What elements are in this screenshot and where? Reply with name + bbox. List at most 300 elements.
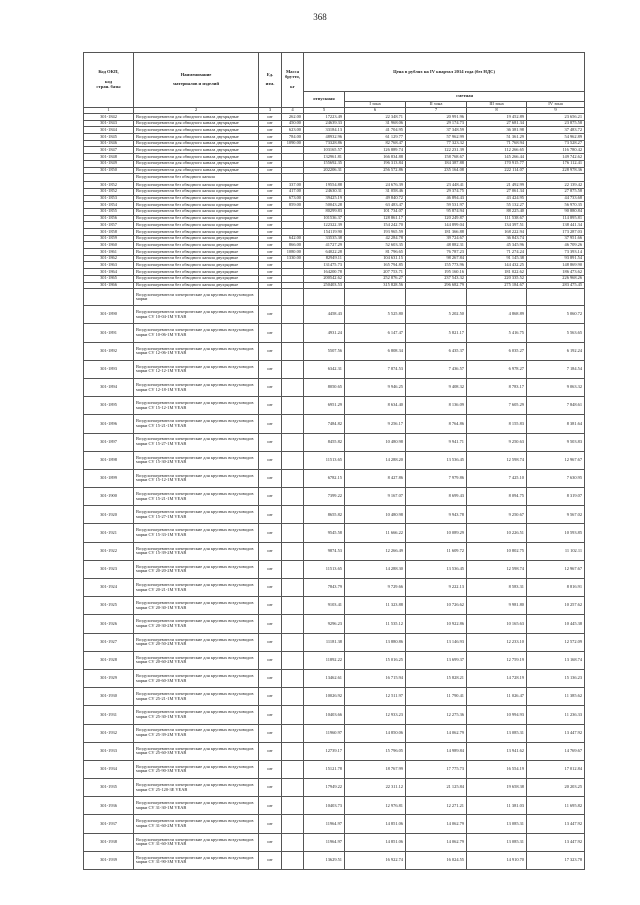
row-name: Воздухонагреватели для обводного канала двухрядные bbox=[134, 154, 259, 161]
row-zone-1: 22 311.12 bbox=[345, 779, 406, 797]
row-zone-3: 36 381.98 bbox=[467, 127, 527, 134]
row-mass bbox=[282, 262, 304, 269]
section-row bbox=[84, 174, 585, 182]
row-mass bbox=[282, 208, 304, 215]
row-zone-3: 27 681.34 bbox=[467, 120, 527, 127]
row-zone-3: 43 424.95 bbox=[467, 195, 527, 202]
row-zone-4: 7 630.95 bbox=[527, 469, 585, 487]
row-zone-3: 9 250.67 bbox=[467, 506, 527, 524]
row-name: Воздухонагреватели без обводного канала однорядные bbox=[134, 215, 259, 222]
row-zone-2: 195 160.16 bbox=[406, 269, 467, 276]
row-zone-3: 27 061.34 bbox=[467, 188, 527, 195]
row-name: Воздухонагреватели без обводного канала однорядные bbox=[134, 202, 259, 209]
table-row bbox=[84, 127, 585, 134]
row-zone-2: 155 773.96 bbox=[406, 262, 467, 269]
row-unit: шт bbox=[259, 797, 282, 815]
row-name: Воздухонагреватели электрические для крупных воздуховодов марки CV 12-06-1M VEAB bbox=[134, 342, 259, 360]
row-zone-4: 148 869.90 bbox=[527, 262, 585, 269]
row-zone-4: 176 112.41 bbox=[527, 160, 585, 167]
table-row bbox=[84, 167, 585, 174]
row-zone-1: 207 753.71 bbox=[345, 269, 406, 276]
section-row bbox=[84, 289, 585, 306]
table-row bbox=[84, 202, 585, 209]
row-zone-1: 6 808.34 bbox=[345, 342, 406, 360]
row-opt-price: 8655.82 bbox=[304, 506, 345, 524]
row-zone-3: 55 132.27 bbox=[467, 202, 527, 209]
row-opt-price: 9296.23 bbox=[304, 615, 345, 633]
row-zone-4: 17 012.84 bbox=[527, 760, 585, 778]
row-name: Воздухонагреватели электрические для крупных воздуховодов марки CV 25-39-2M VEAB bbox=[134, 724, 259, 742]
row-opt-price: 80299.83 bbox=[304, 208, 345, 215]
row-code: 301-1847 bbox=[84, 147, 134, 154]
row-zone-3: 14 910.70 bbox=[467, 851, 527, 869]
row-code: 301-1894 bbox=[84, 378, 134, 396]
row-opt-price: 64022.28 bbox=[304, 249, 345, 256]
row-zone-2: 37 348.59 bbox=[406, 127, 467, 134]
row-code: 301-1895 bbox=[84, 397, 134, 415]
row-mass: 450.00 bbox=[282, 120, 304, 127]
row-opt-price: 11513.65 bbox=[304, 560, 345, 578]
row-zone-3: 12 233.10 bbox=[467, 633, 527, 651]
row-opt-price: 10403.73 bbox=[304, 797, 345, 815]
row-zone-1: 82 768.47 bbox=[345, 140, 406, 147]
row-mass bbox=[282, 760, 304, 778]
row-name: Воздухонагреватели электрические для крупных воздуховодов марки CV 25-60-3M VEAB bbox=[134, 742, 259, 760]
section-title: Воздухонагреватели без обводного канала bbox=[134, 174, 259, 182]
column-number-row: 1 2 3 4 5 6 7 8 9 bbox=[84, 108, 585, 114]
row-zone-1: 128 861.17 bbox=[345, 215, 406, 222]
row-zone-1: 256 572.86 bbox=[345, 167, 406, 174]
row-zone-2: 120 249.87 bbox=[406, 215, 467, 222]
row-opt-price: 5507.56 bbox=[304, 342, 345, 360]
table-row bbox=[84, 724, 585, 742]
row-mass: 784.00 bbox=[282, 134, 304, 141]
row-zone-2: 158 768.67 bbox=[406, 154, 467, 161]
table-row bbox=[84, 269, 585, 276]
table-row bbox=[84, 324, 585, 342]
table-row bbox=[84, 140, 585, 147]
row-zone-3: 8 094.75 bbox=[467, 488, 527, 506]
row-zone-1: 193 965.59 bbox=[345, 229, 406, 236]
row-zone-1: 315 828.56 bbox=[345, 282, 406, 289]
row-code: 301-1924 bbox=[84, 579, 134, 597]
row-zone-1: 52 603.35 bbox=[345, 242, 406, 249]
row-name: Воздухонагреватели для обводного канала двухрядные bbox=[134, 134, 259, 141]
row-unit: шт bbox=[259, 235, 282, 242]
table-row bbox=[84, 255, 585, 262]
table-row bbox=[84, 797, 585, 815]
row-zone-4: 14 769.67 bbox=[527, 742, 585, 760]
table-row bbox=[84, 262, 585, 269]
row-zone-1: 12 933.23 bbox=[345, 706, 406, 724]
table-row bbox=[84, 195, 585, 202]
row-code: 301-1896 bbox=[84, 415, 134, 433]
row-unit: шт bbox=[259, 324, 282, 342]
row-zone-2: 20 991.96 bbox=[406, 114, 467, 121]
row-code: 301-1925 bbox=[84, 597, 134, 615]
row-name: Воздухонагреватели для обводного канала двухрядные bbox=[134, 147, 259, 154]
row-zone-4: 12 967.67 bbox=[527, 560, 585, 578]
row-mass bbox=[282, 154, 304, 161]
row-opt-price: 122322.39 bbox=[304, 222, 345, 229]
row-zone-2: 237 543.32 bbox=[406, 275, 467, 282]
row-zone-1: 18 767.99 bbox=[345, 760, 406, 778]
row-zone-3: 145 266.44 bbox=[467, 154, 527, 161]
row-zone-3: 8 155.83 bbox=[467, 415, 527, 433]
row-zone-2: 12 271.21 bbox=[406, 797, 467, 815]
row-unit: шт bbox=[259, 167, 282, 174]
row-zone-3: 7 425.10 bbox=[467, 469, 527, 487]
row-name: Воздухонагреватели электрические для крупных воздуховодов марки CV 25-120-3E VEAB bbox=[134, 779, 259, 797]
row-zone-2: 57 962.99 bbox=[406, 134, 467, 141]
row-mass bbox=[282, 779, 304, 797]
row-opt-price: 6342.31 bbox=[304, 360, 345, 378]
row-opt-price: 12739.17 bbox=[304, 742, 345, 760]
row-zone-4: 114 895.81 bbox=[527, 215, 585, 222]
row-unit: шт bbox=[259, 542, 282, 560]
row-opt-price: 8050.65 bbox=[304, 378, 345, 396]
row-unit: шт bbox=[259, 433, 282, 451]
row-opt-price: 8455.82 bbox=[304, 433, 345, 451]
row-zone-4: 13 447.92 bbox=[527, 833, 585, 851]
row-zone-2: 6 435.37 bbox=[406, 342, 467, 360]
row-mass: 1090.00 bbox=[282, 140, 304, 147]
row-zone-2: 13 536.45 bbox=[406, 560, 467, 578]
row-zone-1: 101 734.07 bbox=[345, 208, 406, 215]
row-zone-1: 7 874.53 bbox=[345, 360, 406, 378]
row-mass bbox=[282, 488, 304, 506]
row-zone-1: 11 535.12 bbox=[345, 615, 406, 633]
row-zone-3: 13 085.31 bbox=[467, 815, 527, 833]
row-opt-price: 11892.22 bbox=[304, 651, 345, 669]
row-mass bbox=[282, 222, 304, 229]
row-name: Воздухонагреватели электрические для крупных воздуховодов марки CV 31-30-1M VEAB bbox=[134, 797, 259, 815]
row-code: 301-1859 bbox=[84, 235, 134, 242]
row-opt-price: 4931.24 bbox=[304, 324, 345, 342]
row-opt-price: 10026.92 bbox=[304, 688, 345, 706]
row-name: Воздухонагреватели электрические для крупных воздуховодов марки CV 20-30-1M VEAB bbox=[134, 597, 259, 615]
row-zone-4: 283 475.45 bbox=[527, 282, 585, 289]
header-opt: отпускная bbox=[304, 92, 345, 108]
row-zone-1: 196 313.84 bbox=[345, 160, 406, 167]
row-unit: шт bbox=[259, 222, 282, 229]
row-unit: шт bbox=[259, 114, 282, 121]
row-zone-4: 13 447.92 bbox=[527, 815, 585, 833]
row-zone-4: 11 695.82 bbox=[527, 797, 585, 815]
row-mass bbox=[282, 724, 304, 742]
row-opt-price: 15121.78 bbox=[304, 760, 345, 778]
section-title: Воздухонагреватели электрические для крупных воздуховодов марки bbox=[134, 289, 259, 306]
row-zone-3: 10 165.63 bbox=[467, 615, 527, 633]
row-opt-price: 82949.11 bbox=[304, 255, 345, 262]
row-zone-1: 15 796.05 bbox=[345, 742, 406, 760]
table-row bbox=[84, 242, 585, 249]
row-mass bbox=[282, 415, 304, 433]
row-unit: шт bbox=[259, 451, 282, 469]
header-unit: Ед. изм. bbox=[259, 53, 282, 108]
row-zone-1: 10 480.98 bbox=[345, 433, 406, 451]
row-code: 301-1933 bbox=[84, 742, 134, 760]
row-zone-3: 134 397.51 bbox=[467, 222, 527, 229]
row-name: Воздухонагреватели для обводного канала двухрядные bbox=[134, 160, 259, 167]
row-zone-3: 10 226.51 bbox=[467, 524, 527, 542]
table-row bbox=[84, 451, 585, 469]
row-zone-1: 16 715.94 bbox=[345, 669, 406, 687]
row-zone-1: 22 348.71 bbox=[345, 114, 406, 121]
row-zone-3: 6 978.27 bbox=[467, 360, 527, 378]
row-opt-price: 4458.43 bbox=[304, 306, 345, 324]
table-row bbox=[84, 306, 585, 324]
row-unit: шт bbox=[259, 633, 282, 651]
row-zone-3: 4 868.89 bbox=[467, 306, 527, 324]
row-zone-4: 46 709.26 bbox=[527, 242, 585, 249]
row-zone-4: 13 168.74 bbox=[527, 651, 585, 669]
row-zone-3: 14 728.19 bbox=[467, 669, 527, 687]
row-name: Воздухонагреватели электрические для крупных воздуховодов марки CV 20-30-2M VEAB bbox=[134, 615, 259, 633]
row-unit: шт bbox=[259, 249, 282, 256]
row-zone-4: 37 483.72 bbox=[527, 127, 585, 134]
row-unit: шт bbox=[259, 262, 282, 269]
row-zone-3: 7 605.29 bbox=[467, 397, 527, 415]
row-zone-2: 10 089.29 bbox=[406, 524, 467, 542]
table-row bbox=[84, 651, 585, 669]
row-name: Воздухонагреватели без обводного канала однорядные bbox=[134, 222, 259, 229]
row-unit: шт bbox=[259, 195, 282, 202]
row-zone-2: 16 024.55 bbox=[406, 851, 467, 869]
row-mass bbox=[282, 742, 304, 760]
row-opt-price: 11964.97 bbox=[304, 833, 345, 851]
row-code: 301-1939 bbox=[84, 851, 134, 869]
row-zone-2: 98 267.84 bbox=[406, 255, 467, 262]
row-zone-3: 168 222.94 bbox=[467, 229, 527, 236]
row-zone-3: 12 598.74 bbox=[467, 560, 527, 578]
row-zone-2: 9 941.71 bbox=[406, 433, 467, 451]
row-zone-2: 9 943.78 bbox=[406, 506, 467, 524]
row-unit: шт bbox=[259, 615, 282, 633]
row-zone-4: 44 733.68 bbox=[527, 195, 585, 202]
row-mass bbox=[282, 324, 304, 342]
row-unit: шт bbox=[259, 415, 282, 433]
row-name: Воздухонагреватели электрические для крупных воздуховодов марки CV 10-06-1M VEAB bbox=[134, 324, 259, 342]
row-code: 301-1929 bbox=[84, 669, 134, 687]
row-code: 301-1923 bbox=[84, 560, 134, 578]
row-name: Воздухонагреватели без обводного канала двухрядные bbox=[134, 275, 259, 282]
table-row bbox=[84, 833, 585, 851]
row-unit: шт bbox=[259, 282, 282, 289]
row-opt-price: 10403.66 bbox=[304, 706, 345, 724]
row-name: Воздухонагреватели электрические для крупных воздуховодов марки CV 15-21-1M VEAB bbox=[134, 488, 259, 506]
table-row bbox=[84, 120, 585, 127]
row-unit: шт bbox=[259, 524, 282, 542]
row-zone-1: 14 288.30 bbox=[345, 560, 406, 578]
row-unit: шт bbox=[259, 833, 282, 851]
row-code: 301-1843 bbox=[84, 120, 134, 127]
row-zone-1: 11 666.22 bbox=[345, 524, 406, 542]
row-opt-price: 19554.88 bbox=[304, 182, 345, 189]
row-code: 301-1936 bbox=[84, 797, 134, 815]
row-opt-price: 101536.37 bbox=[304, 215, 345, 222]
row-mass bbox=[282, 342, 304, 360]
row-name: Воздухонагреватели без обводного канала однорядные bbox=[134, 208, 259, 215]
row-zone-2: 48 882.31 bbox=[406, 242, 467, 249]
row-zone-1: 165 794.85 bbox=[345, 262, 406, 269]
row-unit: шт bbox=[259, 255, 282, 262]
row-opt-price: 6782.15 bbox=[304, 469, 345, 487]
row-code: 301-1863 bbox=[84, 262, 134, 269]
row-code: 301-1897 bbox=[84, 433, 134, 451]
row-code: 301-1891 bbox=[84, 324, 134, 342]
row-code: 301-1930 bbox=[84, 688, 134, 706]
table-row bbox=[84, 235, 585, 242]
table-row bbox=[84, 579, 585, 597]
row-zone-2: 13 146.93 bbox=[406, 633, 467, 651]
row-zone-3: 12 759.19 bbox=[467, 651, 527, 669]
row-code: 301-1928 bbox=[84, 651, 134, 669]
row-unit: шт bbox=[259, 140, 282, 147]
row-zone-3: 6 035.27 bbox=[467, 342, 527, 360]
row-name: Воздухонагреватели без обводного канала однорядные bbox=[134, 229, 259, 236]
row-code: 301-1892 bbox=[84, 342, 134, 360]
row-zone-4: 17 323.78 bbox=[527, 851, 585, 869]
row-zone-2: 76 787.23 bbox=[406, 249, 467, 256]
row-zone-2: 12 275.36 bbox=[406, 706, 467, 724]
row-zone-3: 71 274.24 bbox=[467, 249, 527, 256]
row-unit: шт bbox=[259, 724, 282, 742]
row-zone-3: 19 452.89 bbox=[467, 114, 527, 121]
row-code: 301-1900 bbox=[84, 488, 134, 506]
row-zone-4: 37 951.66 bbox=[527, 235, 585, 242]
row-zone-3: 71 768.94 bbox=[467, 140, 527, 147]
row-zone-4: 149 742.62 bbox=[527, 154, 585, 161]
row-zone-4: 186 473.62 bbox=[527, 269, 585, 276]
row-code: 301-1927 bbox=[84, 633, 134, 651]
row-opt-price: 11960.97 bbox=[304, 724, 345, 742]
row-zone-4: 138 441.34 bbox=[527, 222, 585, 229]
row-code: 301-1922 bbox=[84, 542, 134, 560]
row-mass: 866.00 bbox=[282, 242, 304, 249]
row-name: Воздухонагреватели для обводного канала двухрядные bbox=[134, 120, 259, 127]
row-name: Воздухонагреватели электрические для крупных воздуховодов марки CV 15-39-2M VEAB bbox=[134, 542, 259, 560]
row-zone-2: 95 874.94 bbox=[406, 208, 467, 215]
row-zone-4: 5 060.72 bbox=[527, 306, 585, 324]
row-name: Воздухонагреватели электрические для крупных воздуховодов марки CV 31-60-3M VEAB bbox=[134, 833, 259, 851]
row-opt-price: 33535.38 bbox=[304, 235, 345, 242]
row-opt-price: 13629.51 bbox=[304, 851, 345, 869]
row-code: 301-1931 bbox=[84, 706, 134, 724]
row-code: 301-1845 bbox=[84, 134, 134, 141]
row-zone-3: 12 598.74 bbox=[467, 451, 527, 469]
row-code: 301-1921 bbox=[84, 524, 134, 542]
row-code: 301-1864 bbox=[84, 269, 134, 276]
row-name: Воздухонагреватели электрические для крупных воздуховодов марки CV 15-30-2M VEAB bbox=[134, 451, 259, 469]
row-zone-1: 5 525.80 bbox=[345, 306, 406, 324]
row-zone-2: 14 989.84 bbox=[406, 742, 467, 760]
row-zone-2: 9 408.32 bbox=[406, 378, 467, 396]
row-zone-2: 11 609.72 bbox=[406, 542, 467, 560]
row-code: 301-1937 bbox=[84, 815, 134, 833]
row-code: 301-1853 bbox=[84, 195, 134, 202]
row-zone-2: 10 726.62 bbox=[406, 597, 467, 615]
row-name: Воздухонагреватели без обводного канала двухрядные bbox=[134, 242, 259, 249]
row-opt-price: 7484.82 bbox=[304, 415, 345, 433]
row-zone-3: 8 783.17 bbox=[467, 378, 527, 396]
row-zone-3: 170 915.77 bbox=[467, 160, 527, 167]
row-opt-price: 73328.86 bbox=[304, 140, 345, 147]
row-zone-4: 228 978.36 bbox=[527, 167, 585, 174]
row-opt-price: 41727.29 bbox=[304, 242, 345, 249]
row-unit: шт bbox=[259, 269, 282, 276]
row-zone-3: 88 225.40 bbox=[467, 208, 527, 215]
row-zone-1: 14 851.06 bbox=[345, 833, 406, 851]
header-name: Наименование материалов и изделий bbox=[134, 53, 259, 108]
row-mass bbox=[282, 229, 304, 236]
row-unit: шт bbox=[259, 560, 282, 578]
table-row bbox=[84, 415, 585, 433]
row-mass: 1330.00 bbox=[282, 255, 304, 262]
table-row bbox=[84, 688, 585, 706]
row-code: 301-1846 bbox=[84, 140, 134, 147]
row-unit: шт bbox=[259, 160, 282, 167]
row-zone-4: 23 656.21 bbox=[527, 114, 585, 121]
row-zone-4: 12 572.09 bbox=[527, 633, 585, 651]
row-zone-3: 5 416.75 bbox=[467, 324, 527, 342]
row-code: 301-1860 bbox=[84, 242, 134, 249]
row-opt-price: 6951.29 bbox=[304, 397, 345, 415]
row-opt-price: 202206.31 bbox=[304, 167, 345, 174]
row-code: 301-1844 bbox=[84, 127, 134, 134]
row-unit: шт bbox=[259, 779, 282, 797]
row-mass bbox=[282, 542, 304, 560]
row-name: Воздухонагреватели для обводного канала двухрядные bbox=[134, 140, 259, 147]
row-name: Воздухонагреватели электрические для крупных воздуховодов марки CV 15-21-1M VEAB bbox=[134, 415, 259, 433]
row-zone-3: 11 026.47 bbox=[467, 688, 527, 706]
row-mass: 673.00 bbox=[282, 195, 304, 202]
row-name: Воздухонагреватели электрические для крупных воздуховодов марки CV 15-12-1M VEAB bbox=[134, 469, 259, 487]
row-code: 301-1862 bbox=[84, 255, 134, 262]
row-zone-2: 10 922.86 bbox=[406, 615, 467, 633]
row-zone-4: 7 184.54 bbox=[527, 360, 585, 378]
row-zone-1: 42 284.78 bbox=[345, 235, 406, 242]
row-zone-2: 122 231.39 bbox=[406, 147, 467, 154]
row-zone-3: 181 022.62 bbox=[467, 269, 527, 276]
row-mass bbox=[282, 282, 304, 289]
row-zone-3: 13 085.31 bbox=[467, 833, 527, 851]
row-name: Воздухонагреватели без обводного канала однорядные bbox=[134, 195, 259, 202]
row-zone-1: 8 427.86 bbox=[345, 469, 406, 487]
row-opt-price: 48932.96 bbox=[304, 134, 345, 141]
row-zone-3: 275 184.67 bbox=[467, 282, 527, 289]
row-name: Воздухонагреватели без обводного канала однорядные bbox=[134, 188, 259, 195]
table-row bbox=[84, 360, 585, 378]
row-mass bbox=[282, 597, 304, 615]
row-name: Воздухонагреватели электрические для крупных воздуховодов марки CV 10-04-1M VEAB bbox=[134, 306, 259, 324]
row-opt-price: 11181.38 bbox=[304, 633, 345, 651]
row-name: Воздухонагреватели электрические для крупных воздуховодов марки CV 12-12-1M VEAB bbox=[134, 360, 259, 378]
row-zone-1: 31 968.06 bbox=[345, 120, 406, 127]
row-unit: шт bbox=[259, 597, 282, 615]
row-zone-2: 14 062.79 bbox=[406, 724, 467, 742]
row-opt-price: 24630.31 bbox=[304, 188, 345, 195]
row-mass bbox=[282, 797, 304, 815]
row-opt-price: 11964.97 bbox=[304, 815, 345, 833]
table-row bbox=[84, 742, 585, 760]
row-name: Воздухонагреватели электрические для крупных воздуховодов марки CV 20-20-2M VEAB bbox=[134, 560, 259, 578]
row-code: 301-1855 bbox=[84, 208, 134, 215]
row-zone-4: 7 848.61 bbox=[527, 397, 585, 415]
table-row bbox=[84, 249, 585, 256]
row-zone-4: 10 593.85 bbox=[527, 524, 585, 542]
row-name: Воздухонагреватели без обводного канала двухрядные bbox=[134, 269, 259, 276]
